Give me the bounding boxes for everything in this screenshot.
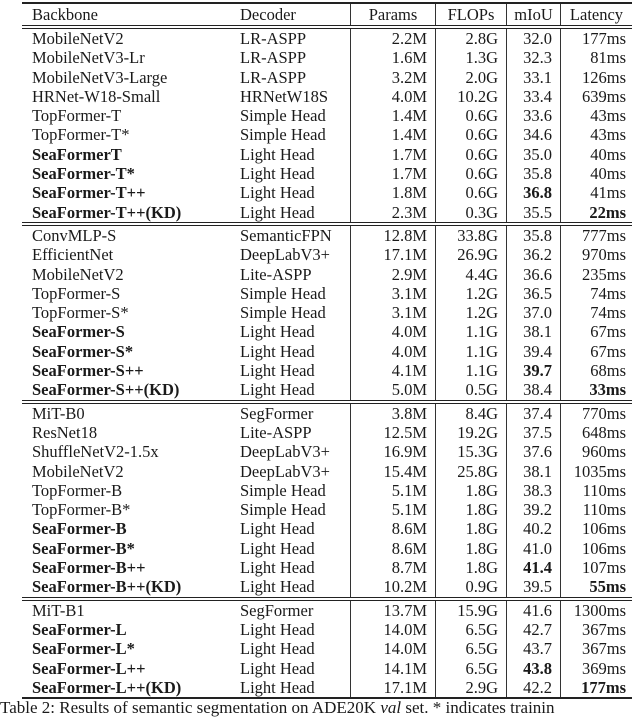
cell-miou: 35.0 bbox=[507, 145, 561, 164]
cell-decoder: Light Head bbox=[240, 577, 351, 598]
cell-latency: 235ms bbox=[561, 265, 633, 284]
cell-miou: 40.2 bbox=[507, 519, 561, 538]
cell-decoder: Simple Head bbox=[240, 125, 326, 145]
cell-backbone: HRNet-W18-Small bbox=[32, 86, 161, 106]
cell-decoder: Simple Head bbox=[240, 283, 326, 303]
cell-miou: 39.2 bbox=[507, 500, 561, 519]
caption-text: : Results of semantic segmentation on ADE20K bbox=[50, 698, 381, 717]
header-params: Params bbox=[351, 3, 436, 27]
cell-backbone: EfficientNet bbox=[32, 245, 114, 265]
cell-decoder: Light Head bbox=[240, 380, 351, 401]
table-row bbox=[22, 27, 632, 48]
cell-decoder: Light Head bbox=[240, 639, 315, 659]
cell-flops: 1.2G bbox=[436, 284, 507, 303]
table-row bbox=[22, 423, 632, 442]
table-row bbox=[22, 380, 632, 401]
table-row bbox=[22, 361, 632, 380]
cell-miou: 35.8 bbox=[507, 224, 561, 245]
cell-decoder: Light Head bbox=[240, 558, 315, 578]
cell-params: 3.1M bbox=[351, 303, 436, 322]
cell-miou: 41.6 bbox=[507, 599, 561, 620]
cell-flops: 1.8G bbox=[436, 558, 507, 577]
cell-flops: 4.4G bbox=[436, 265, 507, 284]
cell-miou: 38.1 bbox=[507, 462, 561, 481]
cell-backbone: MobileNetV2 bbox=[32, 29, 124, 48]
cell-latency: 126ms bbox=[561, 68, 633, 87]
cell-flops: 1.8G bbox=[436, 500, 507, 519]
table-row bbox=[22, 481, 632, 500]
cell-miou: 35.8 bbox=[507, 164, 561, 183]
cell-decoder: SegFormer bbox=[240, 403, 314, 423]
table-caption bbox=[0, 698, 640, 718]
table-row bbox=[22, 303, 632, 322]
cell-decoder: LR-ASPP bbox=[240, 67, 307, 87]
table-row bbox=[22, 539, 632, 558]
table-row bbox=[22, 245, 632, 264]
table-row bbox=[22, 558, 632, 577]
cell-params: 3.1M bbox=[351, 284, 436, 303]
cell-params: 8.7M bbox=[351, 558, 436, 577]
header-miou: mIoU bbox=[507, 3, 561, 27]
cell-params: 1.4M bbox=[351, 106, 436, 125]
cell-miou: 32.3 bbox=[507, 48, 561, 67]
cell-latency: 1300ms bbox=[561, 599, 633, 620]
header-backbone: Backbone bbox=[22, 3, 240, 27]
cell-flops: 0.6G bbox=[436, 164, 507, 183]
cell-decoder: DeepLabV3+ bbox=[240, 461, 330, 481]
cell-backbone: ShuffleNetV2-1.5x bbox=[32, 442, 159, 462]
cell-decoder: Light Head bbox=[240, 519, 315, 539]
cell-backbone: ConvMLP-S bbox=[32, 225, 117, 245]
cell-miou: 36.8 bbox=[507, 183, 561, 202]
cell-latency: 106ms bbox=[561, 539, 633, 558]
cell-backbone: SeaFormer-L++ bbox=[32, 658, 146, 678]
cell-decoder: Light Head bbox=[240, 341, 315, 361]
cell-params: 5.1M bbox=[351, 481, 436, 500]
cell-params: 15.4M bbox=[351, 462, 436, 481]
cell-flops: 0.3G bbox=[436, 203, 507, 224]
caption-italic: val bbox=[380, 698, 402, 717]
cell-decoder: Simple Head bbox=[240, 303, 326, 323]
cell-miou: 33.1 bbox=[507, 68, 561, 87]
cell-latency: 68ms bbox=[561, 361, 633, 380]
cell-latency: 110ms bbox=[561, 481, 633, 500]
cell-backbone: SeaFormer-L++(KD) bbox=[22, 678, 240, 698]
cell-flops: 2.0G bbox=[436, 68, 507, 87]
cell-backbone: SeaFormerT bbox=[32, 144, 122, 164]
cell-flops: 2.8G bbox=[436, 27, 507, 48]
cell-miou: 38.3 bbox=[507, 481, 561, 500]
cell-backbone: TopFormer-S* bbox=[32, 303, 129, 323]
table-row bbox=[22, 620, 632, 639]
cell-backbone: SeaFormer-S bbox=[32, 322, 125, 342]
cell-miou: 41.4 bbox=[507, 558, 561, 577]
cell-latency: 67ms bbox=[561, 322, 633, 341]
header-latency: Latency bbox=[561, 3, 633, 27]
cell-backbone: SeaFormer-L bbox=[32, 619, 127, 639]
cell-latency: 770ms bbox=[561, 402, 633, 423]
cell-miou: 37.4 bbox=[507, 402, 561, 423]
cell-latency: 81ms bbox=[561, 48, 633, 67]
cell-flops: 0.9G bbox=[436, 577, 507, 598]
cell-params: 4.1M bbox=[351, 361, 436, 380]
cell-latency: 639ms bbox=[561, 87, 633, 106]
cell-params: 1.7M bbox=[351, 145, 436, 164]
cell-decoder: DeepLabV3+ bbox=[240, 442, 330, 462]
cell-flops: 19.2G bbox=[436, 423, 507, 442]
caption-label: Table 2 bbox=[0, 698, 51, 717]
cell-flops: 0.6G bbox=[436, 183, 507, 202]
cell-params: 4.0M bbox=[351, 87, 436, 106]
cell-backbone: SeaFormer-T++(KD) bbox=[22, 203, 240, 224]
cell-miou: 32.0 bbox=[507, 27, 561, 48]
cell-latency: 369ms bbox=[561, 659, 633, 678]
cell-backbone: ResNet18 bbox=[32, 422, 98, 442]
cell-decoder: Lite-ASPP bbox=[240, 264, 312, 284]
cell-miou: 39.4 bbox=[507, 342, 561, 361]
table-row bbox=[22, 402, 632, 423]
cell-backbone: TopFormer-B* bbox=[32, 500, 131, 520]
cell-backbone: SeaFormer-L* bbox=[32, 639, 135, 659]
cell-latency: 367ms bbox=[561, 620, 633, 639]
cell-params: 2.2M bbox=[351, 27, 436, 48]
cell-params: 3.2M bbox=[351, 68, 436, 87]
cell-latency: 970ms bbox=[561, 245, 633, 264]
header-row bbox=[22, 3, 632, 27]
cell-params: 5.0M bbox=[351, 380, 436, 401]
table-row bbox=[22, 678, 632, 698]
cell-decoder: Simple Head bbox=[240, 480, 326, 500]
table-row bbox=[22, 265, 632, 284]
table-row bbox=[22, 342, 632, 361]
cell-backbone: MobileNetV3-Large bbox=[32, 67, 168, 87]
cell-params: 2.9M bbox=[351, 265, 436, 284]
cell-latency: 110ms bbox=[561, 500, 633, 519]
table-row bbox=[22, 462, 632, 481]
cell-miou: 36.5 bbox=[507, 284, 561, 303]
cell-backbone: TopFormer-T* bbox=[32, 125, 130, 145]
cell-miou: 34.6 bbox=[507, 125, 561, 144]
cell-flops: 0.6G bbox=[436, 145, 507, 164]
table-row bbox=[22, 659, 632, 678]
cell-miou: 42.7 bbox=[507, 620, 561, 639]
cell-latency: 40ms bbox=[561, 145, 633, 164]
cell-backbone: MiT-B1 bbox=[32, 600, 85, 620]
cell-flops: 0.6G bbox=[436, 106, 507, 125]
cell-params: 1.8M bbox=[351, 183, 436, 202]
cell-params: 17.1M bbox=[351, 678, 436, 698]
cell-params: 17.1M bbox=[351, 245, 436, 264]
cell-flops: 1.3G bbox=[436, 48, 507, 67]
table-row bbox=[22, 500, 632, 519]
cell-decoder: SemanticFPN bbox=[240, 225, 332, 245]
cell-params: 14.0M bbox=[351, 639, 436, 658]
table-row bbox=[22, 442, 632, 461]
cell-latency: 177ms bbox=[561, 27, 633, 48]
cell-flops: 1.8G bbox=[436, 539, 507, 558]
cell-miou: 43.7 bbox=[507, 639, 561, 658]
cell-miou: 35.5 bbox=[507, 203, 561, 224]
cell-flops: 26.9G bbox=[436, 245, 507, 264]
cell-decoder: HRNetW18S bbox=[240, 86, 328, 106]
cell-latency: 648ms bbox=[561, 423, 633, 442]
cell-backbone: MobileNetV2 bbox=[32, 461, 124, 481]
table-row bbox=[22, 577, 632, 598]
cell-latency: 41ms bbox=[561, 183, 633, 202]
cell-backbone: SeaFormer-B* bbox=[32, 538, 135, 558]
cell-miou: 41.0 bbox=[507, 539, 561, 558]
cell-backbone: SeaFormer-B bbox=[32, 519, 127, 539]
cell-latency: 40ms bbox=[561, 164, 633, 183]
cell-backbone: SeaFormer-T* bbox=[32, 164, 135, 184]
cell-flops: 15.3G bbox=[436, 442, 507, 461]
cell-decoder: Simple Head bbox=[240, 106, 326, 126]
cell-decoder: Simple Head bbox=[240, 500, 326, 520]
cell-flops: 1.8G bbox=[436, 519, 507, 538]
cell-backbone: TopFormer-T bbox=[32, 106, 122, 126]
cell-decoder: Light Head bbox=[240, 678, 351, 698]
table-row bbox=[22, 68, 632, 87]
cell-backbone: MobileNetV2 bbox=[32, 264, 124, 284]
table-row bbox=[22, 145, 632, 164]
cell-miou: 39.7 bbox=[507, 361, 561, 380]
cell-latency: 777ms bbox=[561, 224, 633, 245]
table-row bbox=[22, 224, 632, 245]
cell-backbone: SeaFormer-S++(KD) bbox=[22, 380, 240, 401]
table-row bbox=[22, 87, 632, 106]
cell-params: 3.8M bbox=[351, 402, 436, 423]
cell-params: 12.8M bbox=[351, 224, 436, 245]
cell-params: 13.7M bbox=[351, 599, 436, 620]
table-row bbox=[22, 183, 632, 202]
cell-miou: 36.6 bbox=[507, 265, 561, 284]
cell-latency: 43ms bbox=[561, 125, 633, 144]
cell-decoder: Light Head bbox=[240, 538, 315, 558]
cell-flops: 8.4G bbox=[436, 402, 507, 423]
cell-params: 4.0M bbox=[351, 322, 436, 341]
cell-backbone: MobileNetV3-Lr bbox=[32, 48, 145, 68]
cell-latency: 106ms bbox=[561, 519, 633, 538]
cell-backbone: SeaFormer-S* bbox=[32, 341, 134, 361]
cell-latency: 367ms bbox=[561, 639, 633, 658]
cell-params: 2.3M bbox=[351, 203, 436, 224]
table-row bbox=[22, 106, 632, 125]
cell-decoder: LR-ASPP bbox=[240, 29, 307, 48]
cell-flops: 1.2G bbox=[436, 303, 507, 322]
cell-latency: 1035ms bbox=[561, 462, 633, 481]
cell-backbone: TopFormer-B bbox=[32, 480, 123, 500]
cell-latency: 55ms bbox=[561, 577, 633, 598]
cell-params: 14.1M bbox=[351, 659, 436, 678]
table-row bbox=[22, 519, 632, 538]
cell-params: 8.6M bbox=[351, 539, 436, 558]
cell-miou: 37.0 bbox=[507, 303, 561, 322]
header-decoder: Decoder bbox=[240, 3, 351, 27]
cell-flops: 1.8G bbox=[436, 481, 507, 500]
cell-flops: 0.6G bbox=[436, 125, 507, 144]
cell-latency: 177ms bbox=[561, 678, 633, 698]
cell-params: 4.0M bbox=[351, 342, 436, 361]
cell-flops: 1.1G bbox=[436, 322, 507, 341]
cell-params: 8.6M bbox=[351, 519, 436, 538]
cell-decoder: Light Head bbox=[240, 361, 315, 381]
cell-flops: 15.9G bbox=[436, 599, 507, 620]
cell-backbone: MiT-B0 bbox=[32, 403, 85, 423]
cell-miou: 33.4 bbox=[507, 87, 561, 106]
cell-miou: 42.2 bbox=[507, 678, 561, 698]
cell-miou: 33.6 bbox=[507, 106, 561, 125]
cell-flops: 6.5G bbox=[436, 639, 507, 658]
cell-latency: 22ms bbox=[561, 203, 633, 224]
cell-miou: 39.5 bbox=[507, 577, 561, 598]
table-row bbox=[22, 639, 632, 658]
cell-miou: 37.6 bbox=[507, 442, 561, 461]
cell-decoder: Light Head bbox=[240, 144, 315, 164]
table-row bbox=[22, 164, 632, 183]
cell-decoder: Light Head bbox=[240, 203, 351, 224]
header-flops: FLOPs bbox=[436, 3, 507, 27]
table-row bbox=[22, 599, 632, 620]
cell-flops: 1.1G bbox=[436, 361, 507, 380]
cell-decoder: Light Head bbox=[240, 619, 315, 639]
cell-decoder: Light Head bbox=[240, 322, 315, 342]
cell-decoder: Light Head bbox=[240, 164, 315, 184]
cell-decoder: LR-ASPP bbox=[240, 48, 307, 68]
cell-latency: 43ms bbox=[561, 106, 633, 125]
cell-flops: 0.5G bbox=[436, 380, 507, 401]
cell-flops: 33.8G bbox=[436, 224, 507, 245]
cell-backbone: SeaFormer-T++ bbox=[32, 183, 146, 203]
cell-params: 1.7M bbox=[351, 164, 436, 183]
cell-backbone: SeaFormer-B++ bbox=[32, 558, 146, 578]
cell-params: 12.5M bbox=[351, 423, 436, 442]
table-body bbox=[22, 27, 632, 698]
table-row bbox=[22, 203, 632, 224]
results-table bbox=[22, 2, 632, 699]
caption-text-end: set. * indicates trainin bbox=[401, 698, 555, 717]
cell-latency: 67ms bbox=[561, 342, 633, 361]
cell-flops: 2.9G bbox=[436, 678, 507, 698]
cell-decoder: Lite-ASPP bbox=[240, 422, 312, 442]
table-row bbox=[22, 284, 632, 303]
cell-flops: 1.1G bbox=[436, 342, 507, 361]
cell-miou: 38.1 bbox=[507, 322, 561, 341]
cell-miou: 38.4 bbox=[507, 380, 561, 401]
cell-flops: 25.8G bbox=[436, 462, 507, 481]
cell-decoder: DeepLabV3+ bbox=[240, 245, 330, 265]
cell-backbone: TopFormer-S bbox=[32, 283, 121, 303]
cell-decoder: SegFormer bbox=[240, 600, 314, 620]
cell-flops: 6.5G bbox=[436, 659, 507, 678]
cell-flops: 6.5G bbox=[436, 620, 507, 639]
cell-decoder: Light Head bbox=[240, 183, 315, 203]
cell-params: 1.4M bbox=[351, 125, 436, 144]
cell-backbone: SeaFormer-B++(KD) bbox=[22, 577, 240, 598]
cell-latency: 107ms bbox=[561, 558, 633, 577]
cell-params: 10.2M bbox=[351, 577, 436, 598]
table-row bbox=[22, 48, 632, 67]
cell-params: 1.6M bbox=[351, 48, 436, 67]
cell-params: 14.0M bbox=[351, 620, 436, 639]
cell-latency: 74ms bbox=[561, 303, 633, 322]
table-row bbox=[22, 322, 632, 341]
cell-backbone: SeaFormer-S++ bbox=[32, 361, 144, 381]
table-row bbox=[22, 125, 632, 144]
cell-decoder: Light Head bbox=[240, 658, 315, 678]
cell-latency: 33ms bbox=[561, 380, 633, 401]
cell-latency: 74ms bbox=[561, 284, 633, 303]
cell-miou: 43.8 bbox=[507, 659, 561, 678]
cell-latency: 960ms bbox=[561, 442, 633, 461]
cell-miou: 37.5 bbox=[507, 423, 561, 442]
cell-flops: 10.2G bbox=[436, 87, 507, 106]
cell-params: 5.1M bbox=[351, 500, 436, 519]
cell-miou: 36.2 bbox=[507, 245, 561, 264]
cell-params: 16.9M bbox=[351, 442, 436, 461]
